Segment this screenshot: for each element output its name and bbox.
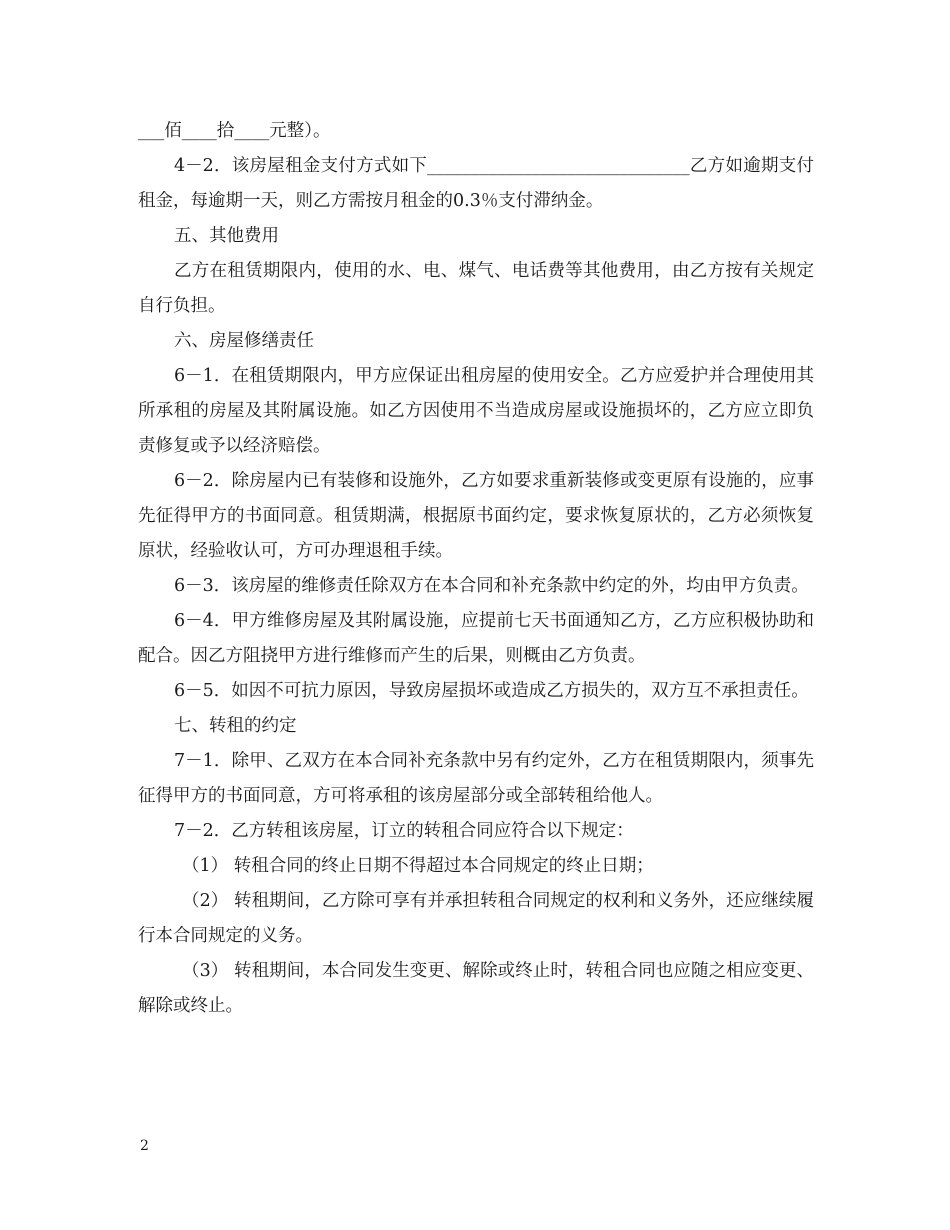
section-heading-other-fees: 五、其他费用 bbox=[174, 226, 279, 246]
clause-6-2: 6－2．除房屋内已有装修和设施外，乙方如要求重新装修或变更原有设施的，应事先征得甲方的书面同意。租赁期满，根据原书面约定，要求恢复原状的，乙方必须恢复原状，经验收认可，方可办理退租手续。 bbox=[138, 471, 814, 561]
sublease-rule-3: （3） 转租期间，本合同发生变更、解除或终止时，转租合同也应随之相应变更、解除或终止。 bbox=[138, 961, 814, 1016]
clause-7-2: 7－2．乙方转租该房屋，订立的转租合同应符合以下规定： bbox=[174, 821, 634, 841]
clause-6-5: 6－5．如因不可抗力原因，导致房屋损坏或造成乙方损失的，双方互不承担责任。 bbox=[174, 681, 809, 701]
clause-6-3: 6－3．该房屋的维修责任除双方在本合同和补充条款中约定的外，均由甲方负责。 bbox=[174, 576, 809, 596]
page-number: 2 bbox=[140, 1138, 149, 1154]
sublease-rule-1: （1） 转租合同的终止日期不得超过本合同规定的终止日期； bbox=[182, 856, 654, 876]
clause-6-1: 6－1．在租赁期限内，甲方应保证出租房屋的使用安全。乙方应爱护并合理使用其所承租的房屋及其附属设施。如乙方因使用不当造成房屋或设施损坏的，乙方应立即负责修复或予以经济赔偿。 bbox=[138, 366, 814, 456]
clause-7-1: 7－1．除甲、乙双方在本合同补充条款中另有约定外，乙方在租赁期限内，须事先征得甲方的书面同意，方可将承租的该房屋部分或全部转租给他人。 bbox=[138, 751, 814, 806]
sublease-rule-2: （2） 转租期间，乙方除可享有并承担转租合同规定的权利和义务外，还应继续履行本合同规定的义务。 bbox=[138, 891, 814, 946]
section-heading-repair: 六、房屋修缮责任 bbox=[174, 331, 314, 351]
section-heading-sublease: 七、转租的约定 bbox=[174, 716, 297, 736]
paragraph-other-fees: 乙方在租赁期限内，使用的水、电、煤气、电话费等其他费用，由乙方按有关规定自行负担。 bbox=[138, 261, 814, 316]
clause-4-2: 4－2．该房屋租金支付方式如下______________________________乙方如逾期支付租金，每逾期一天，则乙方需按月租金的0.3％支付滞纳金。 bbox=[138, 156, 814, 211]
paragraph-amount-continuation: ___佰____拾____元整）。 bbox=[138, 121, 331, 141]
document-body bbox=[138, 114, 814, 1024]
clause-6-4: 6－4．甲方维修房屋及其附属设施，应提前七天书面通知乙方，乙方应积极协助和配合。因乙方阻挠甲方进行维修而产生的后果，则概由乙方负责。 bbox=[138, 611, 814, 666]
